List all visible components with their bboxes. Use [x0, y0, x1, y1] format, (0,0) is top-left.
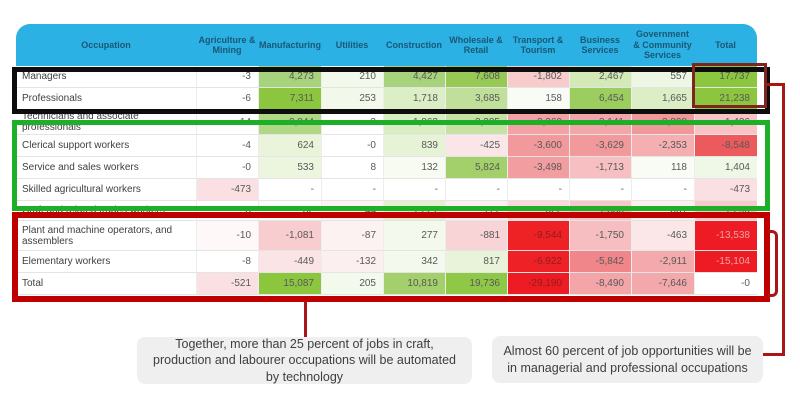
table-cell: -3: [196, 66, 258, 88]
table-cell: -449: [258, 251, 321, 273]
table-cell: 817: [445, 251, 507, 273]
annotation-right-text: Almost 60 percent of job opportunities will be in managerial and professional occupations: [503, 344, 752, 375]
table-cell: -177: [445, 201, 507, 221]
table-cell: -622: [507, 201, 569, 221]
highlight-box-middle-occupations: [12, 120, 770, 211]
table-cell: -0: [694, 273, 757, 295]
column-header: Utilities: [321, 24, 383, 66]
table-cell: -463: [631, 221, 694, 251]
table-cell: -1,081: [258, 221, 321, 251]
table-cell: -6: [196, 88, 258, 110]
table-cell: -8,548: [694, 135, 757, 157]
annotation-craft-production: [137, 337, 472, 384]
table-cell: 253: [321, 88, 383, 110]
column-header: Government & Community Services: [631, 24, 694, 66]
table-cell: -3,629: [569, 135, 631, 157]
table-cell: -2: [321, 110, 383, 135]
column-header: Occupation: [16, 24, 196, 66]
table-cell: -3: [196, 201, 258, 221]
table-cell: -3,898: [631, 110, 694, 135]
table-cell: 158: [507, 88, 569, 110]
table-cell: 3,285: [445, 110, 507, 135]
table-cell: 6,454: [569, 88, 631, 110]
table-cell: -361: [631, 201, 694, 221]
column-header: Wholesale & Retail: [445, 24, 507, 66]
table-cell: 15,087: [258, 273, 321, 295]
table-cell: 8: [321, 157, 383, 179]
table-cell: -3,498: [507, 157, 569, 179]
table-cell: 1,718: [383, 88, 445, 110]
table-cell: -: [569, 179, 631, 201]
table-cell: -1,750: [569, 221, 631, 251]
table-cell: -3,600: [507, 135, 569, 157]
table-cell: 1,221: [383, 201, 445, 221]
highlight-box-managers-professionals: [12, 67, 770, 114]
table-cell: -87: [321, 221, 383, 251]
column-header: Total: [694, 24, 757, 66]
connector-right-vertical: [782, 83, 785, 356]
table-cell: 1,863: [383, 110, 445, 135]
table-cell: -: [507, 179, 569, 201]
column-header: Transport & Tourism: [507, 24, 569, 66]
table-cell: 7,608: [445, 66, 507, 88]
table-cell: 2,467: [569, 66, 631, 88]
table-cell: -1,426: [694, 110, 757, 135]
row-label: Plant and machine operators, and assemblers: [16, 221, 196, 251]
table-cell: 1,404: [694, 157, 757, 179]
table-cell: -881: [445, 221, 507, 251]
column-header: Agriculture & Mining: [196, 24, 258, 66]
table-cell: -8,490: [569, 273, 631, 295]
table-cell: -2,353: [631, 135, 694, 157]
table-cell: -: [383, 179, 445, 201]
row-label: Technicians and associate professionals: [16, 110, 196, 135]
table-cell: -13,538: [694, 221, 757, 251]
table-cell: 4,273: [258, 66, 321, 88]
column-header: Manufacturing: [258, 24, 321, 66]
table-cell: -3,141: [569, 110, 631, 135]
table-cell: 3,685: [445, 88, 507, 110]
table-cell: -15,104: [694, 251, 757, 273]
table-cell: 533: [258, 157, 321, 179]
table-cell: -4: [196, 135, 258, 157]
table-cell: -6,922: [507, 251, 569, 273]
highlight-box-automatable-occupations: [12, 212, 770, 302]
table-cell: 557: [631, 66, 694, 88]
table-cell: 624: [258, 135, 321, 157]
row-label: Elementary workers: [16, 251, 196, 273]
table-cell: -521: [196, 273, 258, 295]
table-cell: -44: [321, 201, 383, 221]
table-cell: 210: [321, 66, 383, 88]
table-cell: -3,360: [507, 110, 569, 135]
table-cell: 277: [383, 221, 445, 251]
table-header-row: [16, 24, 757, 66]
table-cell: -7,646: [631, 273, 694, 295]
table-cell: 205: [321, 273, 383, 295]
annotation-managerial-professional: [492, 336, 763, 383]
connector-left-vertical: [304, 301, 307, 338]
table-cell: 5,824: [445, 157, 507, 179]
table-cell: -5,842: [569, 251, 631, 273]
table-cell: -473: [694, 179, 757, 201]
table-cell: 19,736: [445, 273, 507, 295]
table-cell: 21,238: [694, 88, 757, 110]
row-label: Clerical support workers: [16, 135, 196, 157]
table-cell: -2,911: [631, 251, 694, 273]
column-header: Construction: [383, 24, 445, 66]
row-label: Craft and related trades workers: [16, 201, 196, 221]
row-label: Professionals: [16, 88, 196, 110]
table-cell: -132: [321, 251, 383, 273]
right-bracket: [768, 230, 778, 297]
row-label: Total: [16, 273, 196, 295]
table-cell: -1,713: [569, 157, 631, 179]
table-cell: -425: [445, 135, 507, 157]
table-cell: -0: [196, 157, 258, 179]
table-cell: -473: [196, 179, 258, 201]
table-cell: 839: [383, 135, 445, 157]
table-cell: 17,737: [694, 66, 757, 88]
table-cell: 1,665: [631, 88, 694, 110]
connector-right-bottom: [762, 353, 785, 356]
table-cell: -1,336: [569, 201, 631, 221]
table-cell: 4,427: [383, 66, 445, 88]
table-cell: -29,190: [507, 273, 569, 295]
table-cell: 7,311: [258, 88, 321, 110]
column-header: Business Services: [569, 24, 631, 66]
table-cell: 342: [383, 251, 445, 273]
table-cell: 3,844: [258, 110, 321, 135]
table-cell: 132: [383, 157, 445, 179]
table-cell: -14: [196, 110, 258, 135]
table-cell: -1,802: [507, 66, 569, 88]
table-cell: -0: [321, 135, 383, 157]
table-cell: -1,290: [694, 201, 757, 221]
table-cell: -: [445, 179, 507, 201]
table-cell: -: [321, 179, 383, 201]
table-cell: 32: [258, 201, 321, 221]
annotation-left-text: Together, more than 25 percent of jobs in craft, production and labourer occupations will be automated by technology: [153, 337, 456, 384]
table-cell: 118: [631, 157, 694, 179]
table-cell: -: [631, 179, 694, 201]
row-label: Skilled agricultural workers: [16, 179, 196, 201]
row-label: Service and sales workers: [16, 157, 196, 179]
table-cell: -10: [196, 221, 258, 251]
table-cell: 10,819: [383, 273, 445, 295]
table-cell: -9,544: [507, 221, 569, 251]
highlight-box-total-cells: [692, 63, 767, 108]
table-cell: -: [258, 179, 321, 201]
table-cell: -8: [196, 251, 258, 273]
row-label: Managers: [16, 66, 196, 88]
